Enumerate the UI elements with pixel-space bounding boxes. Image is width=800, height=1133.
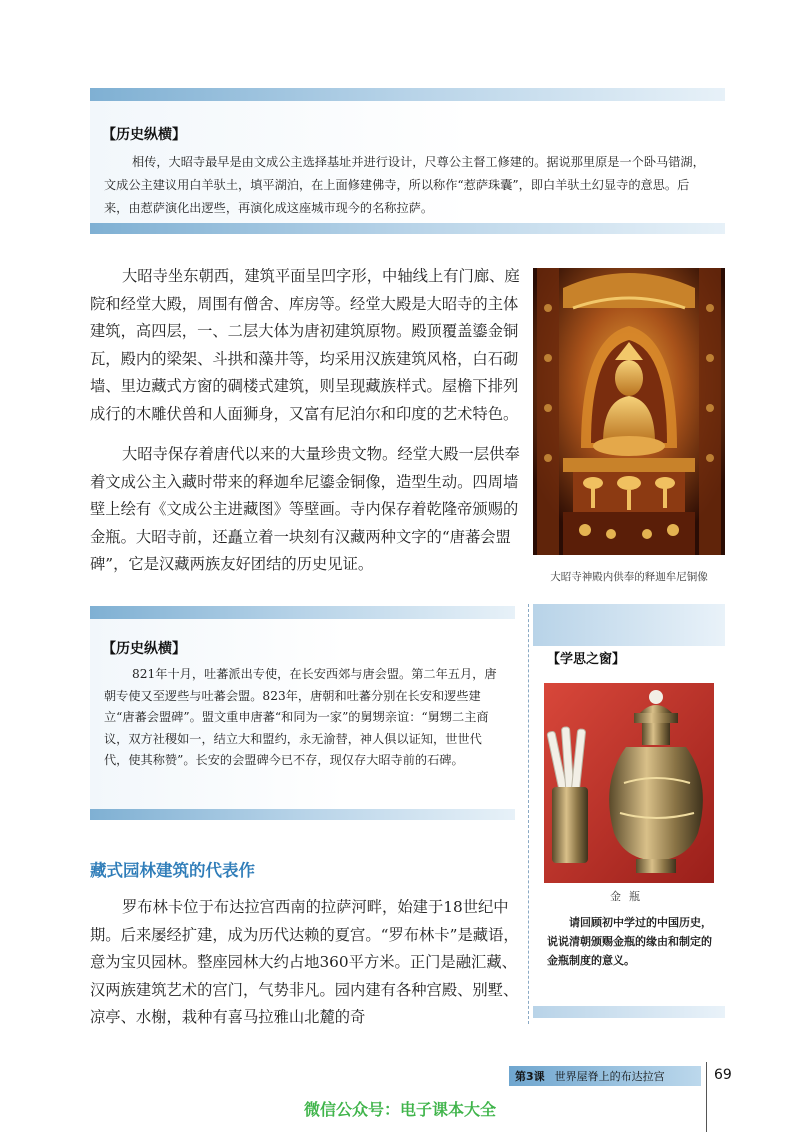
- section-title: 藏式园林建筑的代表作: [90, 861, 255, 880]
- lesson-number: 第3课: [515, 1070, 545, 1083]
- box-bottom-stripe: [90, 809, 515, 820]
- box-bottom-stripe: [533, 1006, 725, 1018]
- footer-lesson: [515, 1068, 665, 1084]
- study-window-box: [533, 604, 725, 1018]
- box-label: 【历史纵横】: [102, 641, 186, 657]
- body-paragraph-3: 罗布林卡位于布达拉宫西南的拉萨河畔，始建于18世纪中期。后来屡经扩建，成为历代达赖的夏宫。“罗布林卡”是藏语，意为宝贝园林。整座园林大约占地360平方米。正门是融汇藏、汉两族建筑艺术的宫门，气势非凡。园内建有各种宫殿、别墅、凉亭、水榭，栽种有喜马拉雅山北麓的奇: [90, 898, 519, 1026]
- golden-urn-photo: [544, 683, 714, 883]
- box-top-stripe: [90, 606, 515, 620]
- box-label: 【学思之窗】: [547, 652, 626, 667]
- box-text: 821年十月，吐蕃派出专使，在长安西郊与唐会盟。第二年五月，唐朝专使又至逻些与吐蕃会盟。823年，唐朝和吐蕃分别在长安和逻些建立“唐蕃会盟碑”。盟文重申唐蕃“和同为一家”的舅甥亲谊：“舅甥二主商议，双方社稷如一，结立大和盟约，永无渝替，神人俱以证知，世世代代，使其称赞”。长安的会盟碑今已不存，现仅存大昭寺前的石碑。: [104, 667, 497, 767]
- body-paragraph-2: 大昭寺保存着唐代以来的大量珍贵文物。经堂大殿一层供奉着文成公主入藏时带来的释迦牟尼鎏金铜像，造型生动。四周墙壁上绘有《文成公主进藏图》等壁画。寺内保存着乾隆帝颁赐的金瓶。大昭寺前，还矗立着一块刻有汉藏两种文字的“唐蕃会盟碑”，它是汉藏两族友好团结的历史见证。: [90, 445, 520, 573]
- lesson-title: 世界屋脊上的布达拉宫: [554, 1070, 665, 1083]
- buddha-photo-caption: 大昭寺神殿内供奉的释迦牟尼铜像: [550, 571, 708, 583]
- box-top-stripe: [90, 88, 725, 101]
- box-label: 【历史纵横】: [102, 127, 186, 143]
- golden-urn-caption: 金瓶: [610, 890, 648, 903]
- page-number: 69: [714, 1067, 732, 1083]
- column-separator: [528, 604, 529, 1024]
- box-bottom-stripe: [90, 223, 725, 234]
- watermark: 微信公众号：电子课本大全: [303, 1100, 496, 1119]
- history-note-box-1: [90, 88, 725, 234]
- history-note-box-2: [90, 606, 515, 820]
- study-question: 请回顾初中学过的中国历史，说说清朝颁赐金瓶的缘由和制定的金瓶制度的意义。: [547, 916, 712, 967]
- box-top-stripe: [533, 604, 725, 646]
- body-paragraph-1: 大昭寺坐东朝西，建筑平面呈凹字形，中轴线上有门廊、庭院和经堂大殿，周围有僧舍、库房等。经堂大殿是大昭寺的主体建筑，高四层，一、二层大体为唐初建筑原物。殿顶覆盖鎏金铜瓦，殿内的梁架、斗拱和藻井等，均采用汉族建筑风格，白石砌墙、里边藏式方窗的碉楼式建筑，则呈现藏族样式。屋檐下排列成行的木雕伏兽和人面狮身，又富有尼泊尔和印度的艺术特色。: [90, 267, 520, 423]
- box-text: 相传，大昭寺最早是由文成公主选择基址并进行设计，尺尊公主督工修建的。据说那里原是一个卧马错湖，文成公主建议用白羊驮土，填平湖泊，在上面修建佛寺，所以称作“惹萨珠囊”，即白羊驮土幻显寺的意思。后来，由惹萨演化出逻些，再演化成这座城市现今的名称拉萨。: [104, 155, 705, 215]
- buddha-statue-photo: [533, 268, 725, 555]
